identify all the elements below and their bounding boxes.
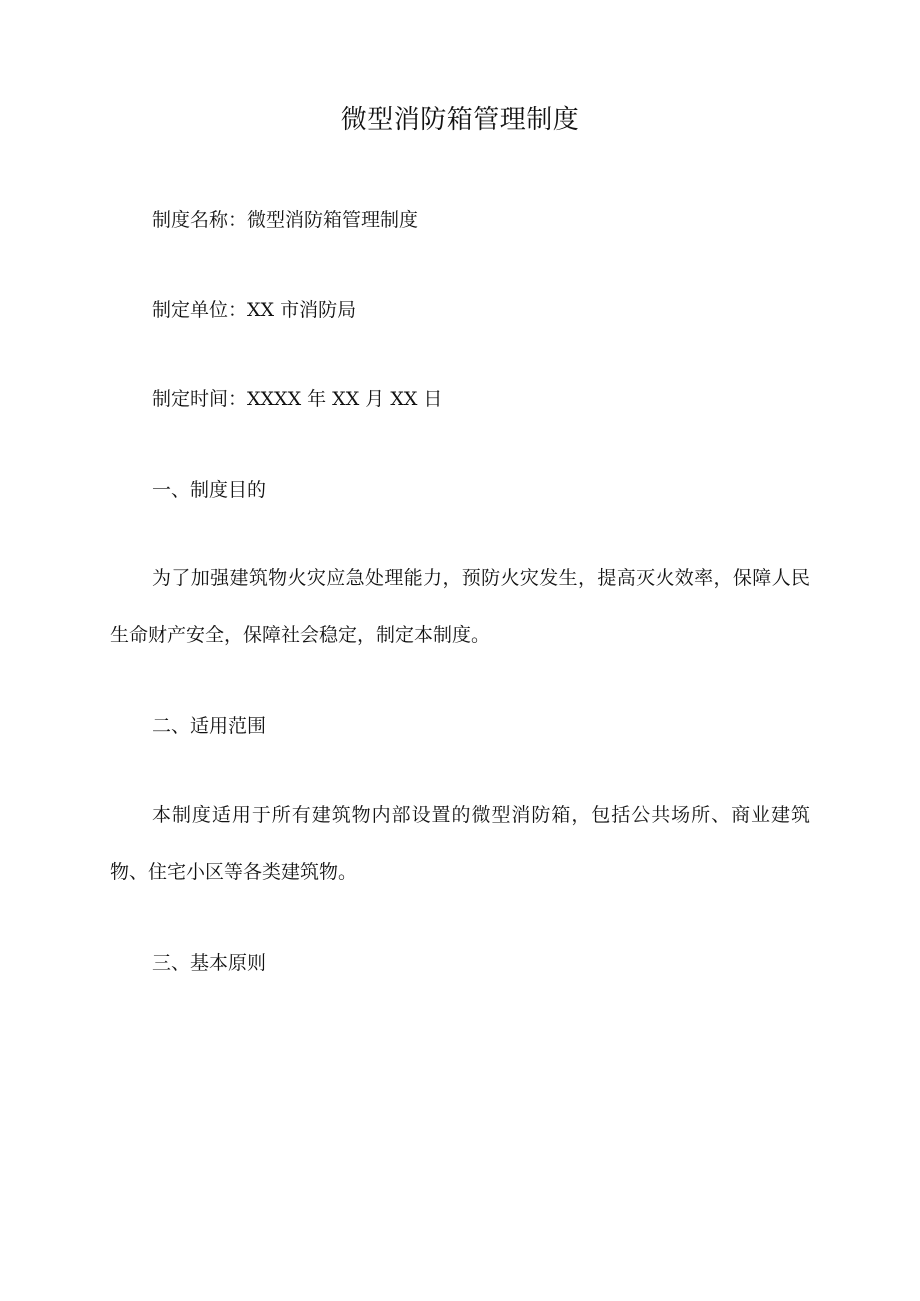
section-heading-2: 二、适用范围 <box>152 715 267 737</box>
meta-name: 制度名称：微型消防箱管理制度 <box>152 209 419 231</box>
section-body-1: 为了加强建筑物火灾应急处理能力，预防火灾发生，提高灭火效率，保障人民生命财产安全，保障社会稳定，制定本制度。 <box>110 567 810 646</box>
section-body-2: 本制度适用于所有建筑物内部设置的微型消防箱，包括公共场所、商业建筑物、住宅小区等各类建筑物。 <box>110 804 810 883</box>
section-heading-1: 一、制度目的 <box>152 479 267 501</box>
section-heading-3: 三、基本原则 <box>152 952 267 974</box>
meta-unit: 制定单位：XX 市消防局 <box>152 299 357 321</box>
meta-time: 制定时间：XXXX 年 XX 月 XX 日 <box>152 388 443 410</box>
document-title: 微型消防箱管理制度 <box>340 105 580 135</box>
